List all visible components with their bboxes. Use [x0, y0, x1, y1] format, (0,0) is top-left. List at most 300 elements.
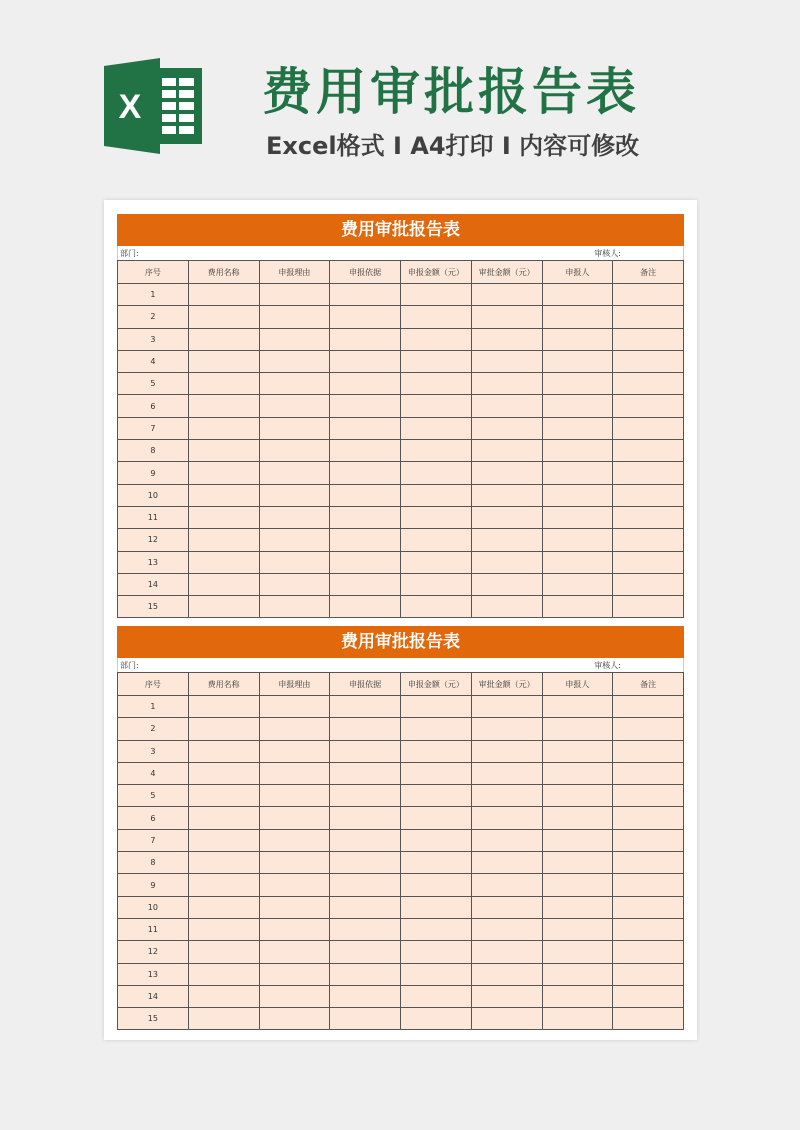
row-number: 2	[118, 718, 189, 740]
column-header: 申报依据	[330, 673, 401, 696]
row-number: 7	[118, 417, 189, 439]
table-cell[interactable]	[330, 785, 401, 807]
table-cell[interactable]	[542, 696, 613, 718]
table-cell[interactable]	[542, 573, 613, 595]
table-cell[interactable]	[259, 762, 330, 784]
table-row	[118, 506, 684, 528]
row-number: 5	[118, 373, 189, 395]
sheet-title: 费用审批报告表	[117, 214, 684, 246]
table-cell[interactable]	[471, 350, 542, 372]
table-row	[118, 529, 684, 551]
row-number: 11	[118, 918, 189, 940]
row-number: 3	[118, 328, 189, 350]
table-cell[interactable]	[259, 440, 330, 462]
table-row	[118, 328, 684, 350]
table-cell[interactable]	[542, 718, 613, 740]
table-cell[interactable]	[188, 551, 259, 573]
table-cell[interactable]	[471, 852, 542, 874]
table-cell[interactable]	[188, 807, 259, 829]
table-cell[interactable]	[613, 941, 684, 963]
table-cell[interactable]	[542, 807, 613, 829]
table-row	[118, 373, 684, 395]
table-cell[interactable]	[542, 306, 613, 328]
table-cell[interactable]	[259, 829, 330, 851]
table-cell[interactable]	[188, 740, 259, 762]
table-cell[interactable]	[330, 963, 401, 985]
table-cell[interactable]	[471, 829, 542, 851]
table-cell[interactable]	[471, 807, 542, 829]
table-cell[interactable]	[188, 462, 259, 484]
table-cell[interactable]	[542, 1008, 613, 1030]
table-cell[interactable]	[401, 573, 472, 595]
table-cell[interactable]	[330, 762, 401, 784]
table-cell[interactable]	[259, 506, 330, 528]
table-cell[interactable]	[401, 829, 472, 851]
table-cell[interactable]	[401, 484, 472, 506]
table-cell[interactable]	[259, 740, 330, 762]
table-cell[interactable]	[542, 762, 613, 784]
table-row	[118, 918, 684, 940]
table-cell[interactable]	[401, 852, 472, 874]
table-cell[interactable]	[471, 696, 542, 718]
table-cell[interactable]	[613, 785, 684, 807]
table-cell[interactable]	[188, 440, 259, 462]
table-cell[interactable]	[259, 551, 330, 573]
table-cell[interactable]	[613, 696, 684, 718]
table-cell[interactable]	[471, 484, 542, 506]
table-cell[interactable]	[401, 551, 472, 573]
table-cell[interactable]	[401, 506, 472, 528]
table-cell[interactable]	[188, 874, 259, 896]
table-cell[interactable]	[613, 740, 684, 762]
table-cell[interactable]	[330, 328, 401, 350]
table-cell[interactable]	[471, 874, 542, 896]
table-cell[interactable]	[330, 718, 401, 740]
info-row	[117, 246, 684, 260]
table-cell[interactable]	[401, 417, 472, 439]
row-number: 1	[118, 696, 189, 718]
table-cell[interactable]	[188, 328, 259, 350]
row-number: 15	[118, 596, 189, 618]
row-number: 8	[118, 440, 189, 462]
table-cell[interactable]	[613, 395, 684, 417]
table-cell[interactable]	[613, 596, 684, 618]
row-number: 9	[118, 462, 189, 484]
table-cell[interactable]	[330, 284, 401, 306]
table-cell[interactable]	[542, 963, 613, 985]
table-row	[118, 350, 684, 372]
table-cell[interactable]	[471, 417, 542, 439]
table-cell[interactable]	[401, 896, 472, 918]
table-cell[interactable]	[330, 807, 401, 829]
table-row	[118, 762, 684, 784]
row-number: 2	[118, 306, 189, 328]
table-cell[interactable]	[401, 596, 472, 618]
table-cell[interactable]	[401, 807, 472, 829]
table-cell[interactable]	[330, 529, 401, 551]
table-cell[interactable]	[613, 963, 684, 985]
table-cell[interactable]	[542, 852, 613, 874]
row-number: 7	[118, 829, 189, 851]
column-header: 费用名称	[188, 261, 259, 284]
table-row	[118, 696, 684, 718]
table-cell[interactable]	[259, 462, 330, 484]
table-cell[interactable]	[259, 328, 330, 350]
table-cell[interactable]	[613, 350, 684, 372]
table-row	[118, 417, 684, 439]
table-cell[interactable]	[613, 306, 684, 328]
table-cell[interactable]	[471, 596, 542, 618]
column-header: 申报金额（元）	[401, 673, 472, 696]
table-cell[interactable]	[542, 417, 613, 439]
table-cell[interactable]	[471, 440, 542, 462]
table-cell[interactable]	[471, 896, 542, 918]
table-cell[interactable]	[471, 395, 542, 417]
column-header: 序号	[118, 673, 189, 696]
sheet-title: 费用审批报告表	[117, 626, 684, 658]
table-cell[interactable]	[330, 506, 401, 528]
table-row	[118, 596, 684, 618]
row-number: 14	[118, 985, 189, 1007]
table-cell[interactable]	[330, 373, 401, 395]
table-cell[interactable]	[542, 985, 613, 1007]
row-number: 14	[118, 573, 189, 595]
table-cell[interactable]	[259, 373, 330, 395]
table-cell[interactable]	[613, 484, 684, 506]
column-header: 申报金额（元）	[401, 261, 472, 284]
table-cell[interactable]	[188, 1008, 259, 1030]
table-cell[interactable]	[259, 963, 330, 985]
table-row	[118, 718, 684, 740]
table-row	[118, 985, 684, 1007]
table-cell[interactable]	[259, 529, 330, 551]
table-cell[interactable]	[188, 718, 259, 740]
table-cell[interactable]	[259, 941, 330, 963]
table-cell[interactable]	[259, 350, 330, 372]
table-cell[interactable]	[188, 417, 259, 439]
table-cell[interactable]	[259, 807, 330, 829]
table-cell[interactable]	[542, 785, 613, 807]
table-cell[interactable]	[330, 696, 401, 718]
table-cell[interactable]	[259, 918, 330, 940]
table-cell[interactable]	[471, 941, 542, 963]
reviewer-label: 审核人:	[594, 660, 621, 670]
table-cell[interactable]	[401, 440, 472, 462]
column-header: 序号	[118, 261, 189, 284]
table-cell[interactable]	[613, 506, 684, 528]
table-cell[interactable]	[259, 718, 330, 740]
table-cell[interactable]	[401, 529, 472, 551]
table-cell[interactable]	[542, 284, 613, 306]
table-cell[interactable]	[188, 696, 259, 718]
row-number: 13	[118, 963, 189, 985]
table-cell[interactable]	[613, 829, 684, 851]
table-cell[interactable]	[471, 328, 542, 350]
table-cell[interactable]	[471, 785, 542, 807]
table-cell[interactable]	[401, 1008, 472, 1030]
table-cell[interactable]	[330, 1008, 401, 1030]
table-cell[interactable]	[401, 963, 472, 985]
table-cell[interactable]	[613, 852, 684, 874]
table-cell[interactable]	[188, 484, 259, 506]
table-cell[interactable]	[471, 985, 542, 1007]
table-cell[interactable]	[259, 1008, 330, 1030]
table-cell[interactable]	[259, 596, 330, 618]
table-cell[interactable]	[542, 373, 613, 395]
row-number: 4	[118, 762, 189, 784]
table-cell[interactable]	[330, 874, 401, 896]
table-row	[118, 440, 684, 462]
expense-table	[117, 260, 684, 618]
column-header: 备注	[613, 261, 684, 284]
table-cell[interactable]	[188, 918, 259, 940]
table-cell[interactable]	[330, 573, 401, 595]
table-cell[interactable]	[330, 896, 401, 918]
row-number: 1	[118, 284, 189, 306]
row-number: 9	[118, 874, 189, 896]
column-header: 申报理由	[259, 673, 330, 696]
table-cell[interactable]	[188, 573, 259, 595]
table-cell[interactable]	[613, 1008, 684, 1030]
table-cell[interactable]	[330, 941, 401, 963]
table-cell[interactable]	[401, 740, 472, 762]
header-row	[118, 261, 684, 284]
column-header: 审批金额（元）	[471, 261, 542, 284]
table-cell[interactable]	[471, 506, 542, 528]
table-cell[interactable]	[401, 284, 472, 306]
table-row	[118, 484, 684, 506]
table-row	[118, 1008, 684, 1030]
row-number: 5	[118, 785, 189, 807]
row-number: 12	[118, 941, 189, 963]
table-cell[interactable]	[471, 462, 542, 484]
table-cell[interactable]	[401, 718, 472, 740]
table-cell[interactable]	[330, 852, 401, 874]
table-cell[interactable]	[613, 874, 684, 896]
table-cell[interactable]	[613, 328, 684, 350]
table-cell[interactable]	[188, 373, 259, 395]
table-cell[interactable]	[401, 874, 472, 896]
table-cell[interactable]	[188, 985, 259, 1007]
table-cell[interactable]	[401, 395, 472, 417]
table-cell[interactable]	[401, 306, 472, 328]
table-cell[interactable]	[259, 573, 330, 595]
table-cell[interactable]	[259, 985, 330, 1007]
table-cell[interactable]	[613, 985, 684, 1007]
table-cell[interactable]	[330, 306, 401, 328]
excel-logo-icon	[104, 58, 204, 154]
svg-text:X: X	[118, 88, 142, 126]
table-cell[interactable]	[259, 874, 330, 896]
table-cell[interactable]	[613, 918, 684, 940]
table-cell[interactable]	[613, 896, 684, 918]
table-cell[interactable]	[330, 985, 401, 1007]
column-header: 备注	[613, 673, 684, 696]
table-cell[interactable]	[330, 395, 401, 417]
row-number: 4	[118, 350, 189, 372]
table-cell[interactable]	[259, 306, 330, 328]
table-cell[interactable]	[330, 829, 401, 851]
table-cell[interactable]	[401, 373, 472, 395]
table-cell[interactable]	[471, 529, 542, 551]
table-cell[interactable]	[330, 417, 401, 439]
info-row	[117, 658, 684, 672]
table-cell[interactable]	[613, 807, 684, 829]
table-cell[interactable]	[330, 596, 401, 618]
table-cell[interactable]	[188, 785, 259, 807]
table-row	[118, 785, 684, 807]
table-row	[118, 395, 684, 417]
table-cell[interactable]	[401, 350, 472, 372]
table-cell[interactable]	[401, 985, 472, 1007]
table-row	[118, 462, 684, 484]
row-number: 10	[118, 896, 189, 918]
table-cell[interactable]	[188, 963, 259, 985]
header-row	[118, 673, 684, 696]
table-cell[interactable]	[401, 696, 472, 718]
row-number: 11	[118, 506, 189, 528]
table-cell[interactable]	[188, 506, 259, 528]
table-cell[interactable]	[259, 484, 330, 506]
table-cell[interactable]	[471, 918, 542, 940]
table-cell[interactable]	[330, 918, 401, 940]
table-cell[interactable]	[259, 896, 330, 918]
table-cell[interactable]	[471, 740, 542, 762]
row-number: 15	[118, 1008, 189, 1030]
table-cell[interactable]	[188, 350, 259, 372]
table-row	[118, 306, 684, 328]
table-cell[interactable]	[471, 284, 542, 306]
table-cell[interactable]	[542, 462, 613, 484]
table-row	[118, 941, 684, 963]
table-cell[interactable]	[542, 440, 613, 462]
row-number: 6	[118, 807, 189, 829]
table-cell[interactable]	[401, 785, 472, 807]
reviewer-label: 审核人:	[594, 248, 621, 258]
table-cell[interactable]	[471, 573, 542, 595]
table-cell[interactable]	[259, 284, 330, 306]
table-cell[interactable]	[613, 529, 684, 551]
table-cell[interactable]	[471, 1008, 542, 1030]
table-cell[interactable]	[542, 529, 613, 551]
table-cell[interactable]	[613, 462, 684, 484]
table-cell[interactable]	[613, 373, 684, 395]
table-cell[interactable]	[542, 484, 613, 506]
table-cell[interactable]	[330, 551, 401, 573]
table-cell[interactable]	[188, 306, 259, 328]
table-cell[interactable]	[188, 941, 259, 963]
department-label: 部门:	[120, 660, 139, 670]
sheet-2	[117, 626, 684, 1030]
table-row	[118, 829, 684, 851]
column-header: 申报依据	[330, 261, 401, 284]
table-cell[interactable]	[330, 484, 401, 506]
table-row	[118, 284, 684, 306]
row-number: 12	[118, 529, 189, 551]
table-cell[interactable]	[188, 284, 259, 306]
table-row	[118, 963, 684, 985]
department-label: 部门:	[120, 248, 139, 258]
table-cell[interactable]	[401, 328, 472, 350]
table-cell[interactable]	[259, 417, 330, 439]
column-header: 费用名称	[188, 673, 259, 696]
table-cell[interactable]	[188, 829, 259, 851]
table-row	[118, 896, 684, 918]
table-cell[interactable]	[188, 896, 259, 918]
table-cell[interactable]	[542, 551, 613, 573]
table-cell[interactable]	[542, 829, 613, 851]
table-cell[interactable]	[613, 551, 684, 573]
table-row	[118, 852, 684, 874]
table-cell[interactable]	[259, 785, 330, 807]
table-cell[interactable]	[542, 506, 613, 528]
table-cell[interactable]	[613, 284, 684, 306]
table-cell[interactable]	[471, 306, 542, 328]
table-cell[interactable]	[542, 941, 613, 963]
page-subtitle: Excel格式 I A4打印 I 内容可修改	[266, 132, 640, 160]
table-cell[interactable]	[188, 529, 259, 551]
table-cell[interactable]	[401, 941, 472, 963]
table-cell[interactable]	[188, 852, 259, 874]
table-cell[interactable]	[188, 762, 259, 784]
table-cell[interactable]	[613, 573, 684, 595]
page-title: 费用审批报告表	[262, 63, 640, 121]
table-cell[interactable]	[471, 718, 542, 740]
table-cell[interactable]	[542, 596, 613, 618]
table-cell[interactable]	[188, 395, 259, 417]
table-cell[interactable]	[330, 350, 401, 372]
table-cell[interactable]	[259, 852, 330, 874]
table-cell[interactable]	[613, 440, 684, 462]
table-cell[interactable]	[330, 462, 401, 484]
row-number: 10	[118, 484, 189, 506]
table-cell[interactable]	[330, 740, 401, 762]
table-cell[interactable]	[471, 551, 542, 573]
row-number: 3	[118, 740, 189, 762]
table-cell[interactable]	[542, 350, 613, 372]
column-header: 审批金额（元）	[471, 673, 542, 696]
table-cell[interactable]	[259, 696, 330, 718]
table-cell[interactable]	[401, 918, 472, 940]
table-cell[interactable]	[613, 417, 684, 439]
column-header: 申报人	[542, 261, 613, 284]
table-cell[interactable]	[542, 395, 613, 417]
table-row	[118, 573, 684, 595]
table-row	[118, 740, 684, 762]
table-cell[interactable]	[401, 762, 472, 784]
table-cell[interactable]	[471, 963, 542, 985]
row-number: 13	[118, 551, 189, 573]
row-number: 6	[118, 395, 189, 417]
table-cell[interactable]	[188, 596, 259, 618]
table-cell[interactable]	[542, 874, 613, 896]
table-cell[interactable]	[542, 328, 613, 350]
table-cell[interactable]	[471, 373, 542, 395]
table-cell[interactable]	[542, 740, 613, 762]
sheet-1	[117, 214, 684, 618]
row-number: 8	[118, 852, 189, 874]
table-cell[interactable]	[471, 762, 542, 784]
table-cell[interactable]	[542, 896, 613, 918]
table-cell[interactable]	[613, 718, 684, 740]
table-cell[interactable]	[259, 395, 330, 417]
table-cell[interactable]	[613, 762, 684, 784]
table-cell[interactable]	[542, 918, 613, 940]
table-row	[118, 807, 684, 829]
table-cell[interactable]	[330, 440, 401, 462]
table-cell[interactable]	[401, 462, 472, 484]
column-header: 申报人	[542, 673, 613, 696]
